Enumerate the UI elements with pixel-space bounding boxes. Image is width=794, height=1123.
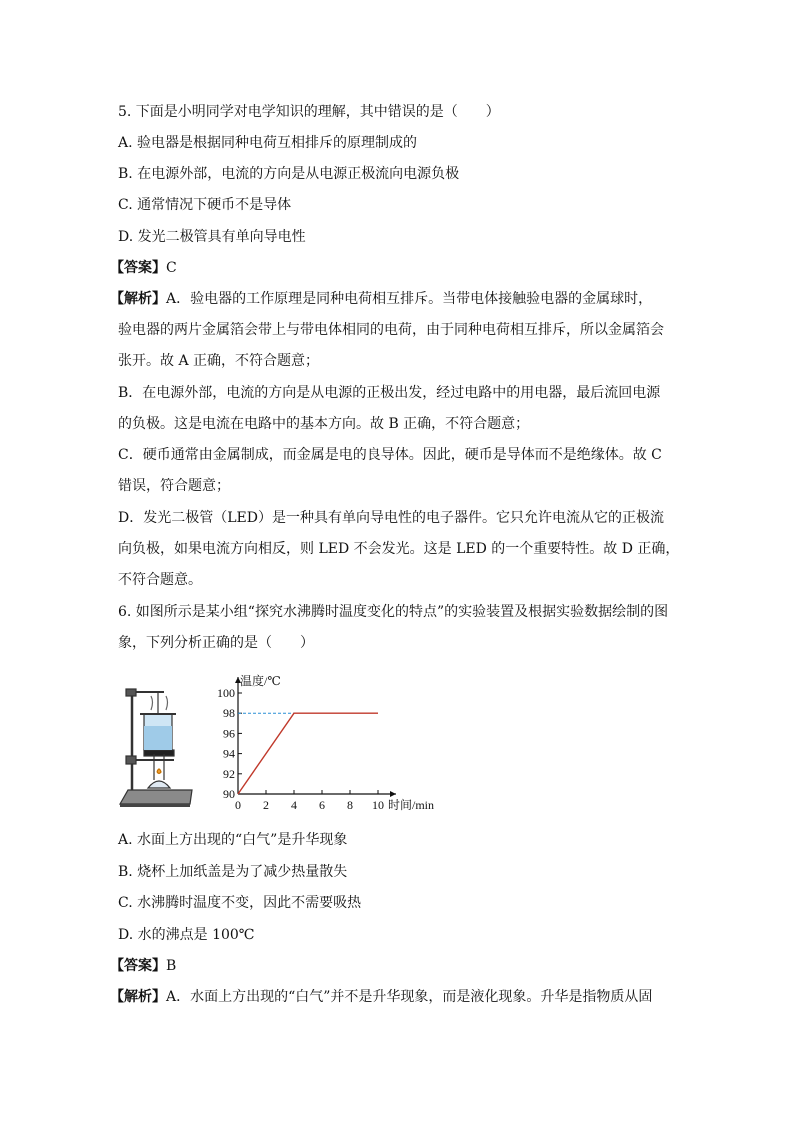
q6-analysis-label: 【解析】 — [110, 989, 166, 1005]
q5-analysis-line-5: 的负极。这是电流在电路中的基本方向。故 B 正确，不符合题意； — [118, 416, 530, 432]
experiment-apparatus-illustration — [120, 689, 192, 807]
y-tick-label: 90 — [223, 787, 235, 801]
q5-analysis-line-3: 张开。故 A 正确，不符合题意； — [118, 353, 320, 369]
q6-option-d: D. 水的沸点是 100℃ — [118, 927, 255, 943]
x-axis-label: 时间/min — [388, 798, 435, 812]
q5-stem: 5. 下面是小明同学对电学知识的理解，其中错误的是（ ） — [118, 104, 500, 120]
y-axis-label: 温度/℃ — [240, 674, 281, 688]
q5-option-a: A. 验电器是根据同种电荷互相排斥的原理制成的 — [118, 135, 418, 151]
q5-option-c: C. 通常情况下硬币不是导体 — [118, 197, 292, 213]
q5-analysis-line-10: 不符合题意。 — [118, 572, 202, 588]
q5-analysis-line-2: 验电器的两片金属箔会带上与带电体相同的电荷，由于同种电荷相互排斥，所以金属箔会 — [118, 322, 664, 338]
q6-analysis-line-1 — [110, 987, 652, 1007]
temperature-series-line — [238, 713, 378, 794]
q6-figure — [118, 668, 448, 818]
y-tick-label: 96 — [223, 726, 235, 741]
q5-analysis-label: 【解析】 — [110, 291, 166, 307]
y-tick-label: 94 — [223, 746, 235, 761]
q6-option-c: C. 水沸腾时温度不变，因此不需要吸热 — [118, 895, 362, 911]
q5-option-d: D. 发光二极管具有单向导电性 — [118, 229, 306, 245]
x-tick-label: 0 — [235, 798, 241, 812]
q5-analysis-line-9: 向负极，如果电流方向相反，则 LED 不会发光。这是 LED 的一个重要特性。故 D 正确， — [118, 541, 680, 557]
q5-analysis-text: A．验电器的工作原理是同种电荷相互排斥。当带电体接触验电器的金属球时， — [166, 291, 653, 307]
x-tick-label: 6 — [319, 798, 325, 812]
y-tick-label: 92 — [223, 766, 235, 781]
x-axis-arrow — [390, 791, 396, 797]
q6-analysis-text: A．水面上方出现的“白气”并不是升华现象，而是液化现象。升华是指物质从固 — [166, 989, 653, 1005]
q6-figure-svg — [118, 668, 448, 818]
q6-answer — [110, 956, 176, 976]
q5-analysis-line-7: 错误，符合题意； — [118, 478, 230, 494]
q5-answer-label: 【答案】 — [110, 260, 166, 276]
q6-stem-line-2: 象，下列分析正确的是（ ） — [118, 635, 314, 651]
x-tick-label: 10 — [372, 798, 384, 812]
q5-analysis-line-6: C．硬币通常由金属制成，而金属是电的良导体。因此，硬币是导体而不是绝缘体。故 C — [118, 447, 662, 463]
q6-answer-label: 【答案】 — [110, 958, 166, 974]
q6-option-b: B. 烧杯上加纸盖是为了减少热量散失 — [118, 864, 348, 880]
y-tick-label: 98 — [223, 706, 235, 721]
q5-answer — [110, 258, 177, 278]
q5-option-b: B. 在电源外部，电流的方向是从电源正极流向电源负极 — [118, 166, 460, 182]
q6-option-a: A. 水面上方出现的“白气”是升华现象 — [118, 832, 348, 848]
x-tick-label: 2 — [263, 798, 269, 812]
q6-stem-line-1: 6. 如图所示是某小组“探究水沸腾时温度变化的特点”的实验装置及根据实验数据绘制的图 — [118, 604, 669, 620]
q5-answer-value: C — [166, 260, 177, 276]
y-tick-label: 100 — [217, 686, 235, 700]
x-tick-label: 8 — [347, 798, 353, 812]
q5-analysis-line-1 — [110, 289, 652, 309]
x-tick-label: 4 — [291, 798, 297, 812]
q6-answer-value: B — [166, 958, 177, 974]
q5-analysis-line-4: B．在电源外部，电流的方向是从电源的正极出发，经过电路中的用电器，最后流回电源 — [118, 385, 661, 401]
temperature-time-chart — [217, 673, 434, 812]
q5-analysis-line-8: D．发光二极管（LED）是一种具有单向导电性的电子器件。它只允许电流从它的正极流 — [118, 510, 664, 526]
